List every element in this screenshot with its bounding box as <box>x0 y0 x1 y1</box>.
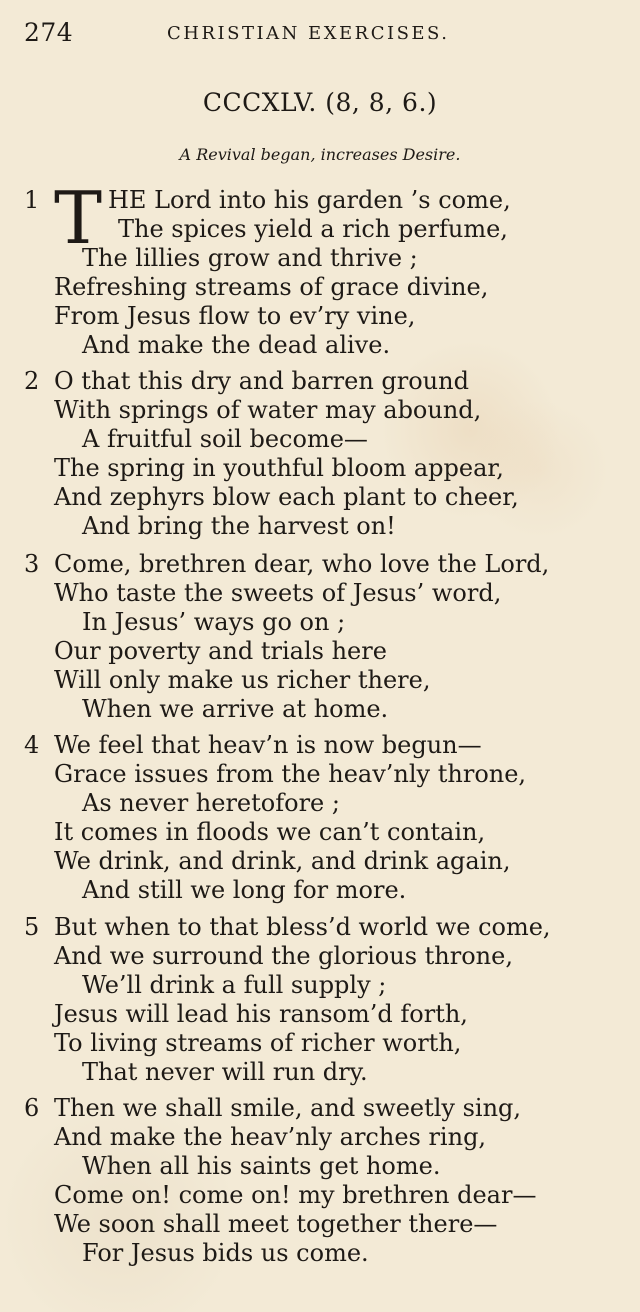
stanza-line: We soon shall meet together there— <box>54 1210 498 1238</box>
stanza-line: To living streams of richer worth, <box>54 1029 462 1057</box>
stanza-line: When we arrive at home. <box>82 695 389 723</box>
page-number: 274 <box>24 18 74 47</box>
page-header <box>24 18 614 52</box>
stanza-line: And make the heav’nly arches ring, <box>54 1123 487 1151</box>
stanza-line: Grace issues from the heav’nly throne, <box>54 760 527 788</box>
stanza-number: 2 <box>24 367 40 395</box>
stanza-line: With springs of water may abound, <box>54 396 482 424</box>
stanza-line: Then we shall smile, and sweetly sing, <box>54 1094 522 1122</box>
stanza-number: 1 <box>24 186 40 214</box>
stanza-line: It comes in floods we can’t contain, <box>54 818 486 846</box>
stanza-number: 3 <box>24 550 40 578</box>
stanza-line: The spring in youthful bloom appear, <box>54 454 504 482</box>
stanza-number: 6 <box>24 1094 40 1122</box>
stanza-line: As never heretofore ; <box>82 789 340 817</box>
stanza-line: And we surround the glorious throne, <box>54 942 513 970</box>
stanza-line: And bring the harvest on! <box>82 512 396 540</box>
stanza-line: Our poverty and trials here <box>54 637 387 665</box>
stanza-number: 5 <box>24 913 40 941</box>
stanza-line: And still we long for more. <box>82 876 407 904</box>
stanza-line: From Jesus flow to ev’ry vine, <box>54 302 416 330</box>
stanza-line: Who taste the sweets of Jesus’ word, <box>54 579 502 607</box>
stanza-line: We’ll drink a full supply ; <box>82 971 387 999</box>
stanza-line: Come on! come on! my brethren dear— <box>54 1181 537 1209</box>
stanza-line: HE Lord into his garden ’s come, <box>108 186 511 214</box>
hymn-title: CCCXLV. (8, 8, 6.) <box>202 88 438 117</box>
stanza-line: We feel that heav’n is now begun— <box>54 731 482 759</box>
running-head: CHRISTIAN EXERCISES. <box>167 23 450 44</box>
stanza-line: Jesus will lead his ransom’d forth, <box>54 1000 468 1028</box>
stanza-line: When all his saints get home. <box>82 1152 441 1180</box>
stanza-line: And zephyrs blow each plant to cheer, <box>54 483 519 511</box>
stanza-line: That never will run dry. <box>82 1058 368 1086</box>
stanza-line: Come, brethren dear, who love the Lord, <box>54 550 550 578</box>
stanza-line: The spices yield a rich perfume, <box>118 215 508 243</box>
stanza-line: For Jesus bids us come. <box>82 1239 369 1267</box>
stanza-line: Refreshing streams of grace divine, <box>54 273 489 301</box>
stanza-line: In Jesus’ ways go on ; <box>82 608 346 636</box>
stanza-line: A fruitful soil become— <box>82 425 368 453</box>
stanza-line: But when to that bless’d world we come, <box>54 913 551 941</box>
stanza-line: We drink, and drink, and drink again, <box>54 847 511 875</box>
stanza-line: And make the dead alive. <box>82 331 391 359</box>
stanza-line: O that this dry and barren ground <box>54 367 469 395</box>
hymn-subtitle: A Revival began, increases Desire. <box>179 145 461 164</box>
stanza-line: Will only make us richer there, <box>54 666 431 694</box>
stanza-line: The lillies grow and thrive ; <box>82 244 418 272</box>
drop-cap: T <box>54 176 103 260</box>
stanza-number: 4 <box>24 731 40 759</box>
